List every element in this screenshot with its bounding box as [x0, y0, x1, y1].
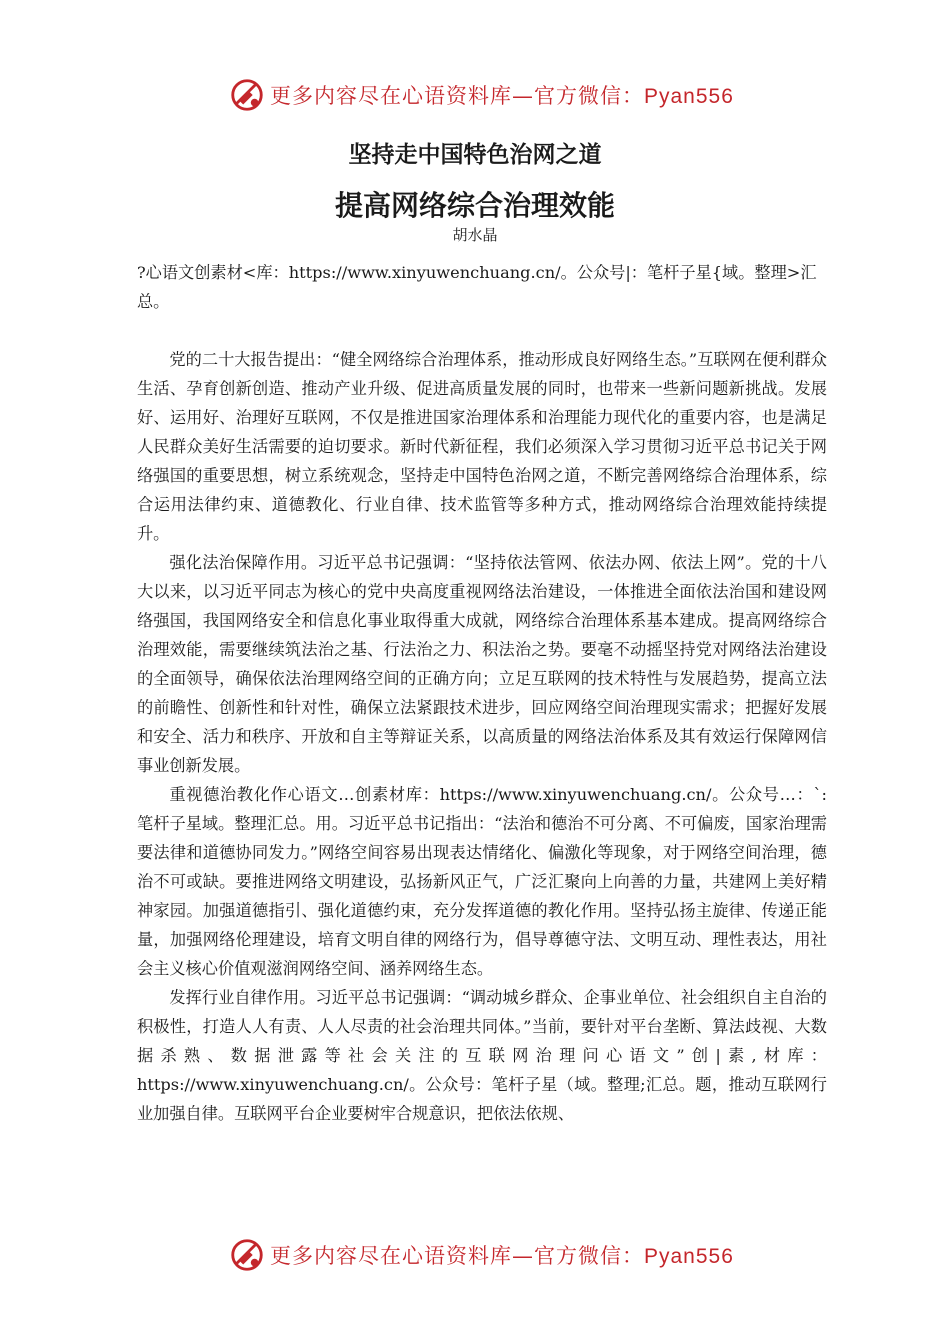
banner-text [270, 1240, 734, 1270]
banner-account: Pyan556 [644, 85, 734, 108]
paragraph-industry-self-discipline: 发挥行业自律作用。习近平总书记强调：“调动城乡群众、企事业单位、社会组织自主自治的积极性，打造人人有责、人人尽责的社会治理共同体。”当前，要针对平台垄断、算法歧视、大数据杀熟、数据泄露等社会关注的互联网治理问心语文”创|素,材库：https://www.xinyuwenchuang.cn/。公众号：笔杆子星（域。整理;汇总。题，推动互联网行业加强自律。互联网平台企业要树牢合规意识，把依法依规、 [137, 988, 827, 1123]
banner-separator: — [512, 84, 534, 108]
logo-icon [228, 1236, 266, 1274]
source-note: ?心语文创素材<库：https://www.xinyuwenchuang.cn/。公众号|：笔杆子星{域。整理>汇总。 [137, 263, 817, 311]
paragraph-intro: 党的二十大报告提出：“健全网络综合治理体系，推动形成良好网络生态。”互联网在便利群众生活、孕育创新创造、推动产业升级、促进高质量发展的同时，也带来一些新问题新挑战。发展好、运用好、治理好互联网，不仅是推进国家治理体系和治理能力现代化的重要内容，也是满足人民群众美好生活需要的迫切要求。新时代新征程，我们必须深入学习贯彻习近平总书记关于网络强国的重要思想，树立系统观念，坚持走中国特色治网之道，不断完善网络综合治理体系，综合运用法律约束、道德教化、行业自律、技术监管等多种方式，推动网络综合治理效能持续提升。 [137, 350, 827, 543]
header-banner [0, 72, 950, 116]
banner-slogan: 更多内容尽在心语资料库 [270, 84, 512, 108]
banner-wechat-label: 官方微信： [534, 84, 644, 108]
main-heading: 提高网络综合治理效能 [334, 189, 615, 222]
banner-slogan: 更多内容尽在心语资料库 [270, 1244, 512, 1268]
author-name: 胡水晶 [452, 226, 498, 244]
logo-icon [228, 76, 266, 114]
banner-wechat-label: 官方微信： [534, 1244, 644, 1268]
footer-banner [0, 1232, 950, 1276]
banner-account: Pyan556 [644, 1245, 734, 1268]
subtitle-heading: 坚持走中国特色治网之道 [348, 142, 602, 168]
article-body [137, 258, 827, 1128]
banner-separator: — [512, 1244, 534, 1268]
paragraph-moral-education: 重视德治教化作心语文…创素材库：https://www.xinyuwenchuang.cn/。公众号…：`:笔杆子星域。整理汇总。用。习近平总书记指出：“法治和德治不可分离、不可偏废，国家治理需要法律和道德协同发力。”网络空间容易出现表达情绪化、偏激化等现象，对于网络空间治理，德治不可或缺。要推进网络文明建设，弘扬新风正气，广泛汇聚向上向善的力量，共建网上美好精神家园。加强道德指引、强化道德约束，充分发挥道德的教化作用。坚持弘扬主旋律、传递正能量，加强网络伦理建设，培育文明自律的网络行为，倡导尊德守法、文明互动、理性表达，用社会主义核心价值观滋润网络空间、涵养网络生态。 [137, 785, 827, 978]
banner-text [270, 80, 734, 110]
paragraph-rule-of-law: 强化法治保障作用。习近平总书记强调：“坚持依法管网、依法办网、依法上网”。党的十八大以来，以习近平同志为核心的党中央高度重视网络法治建设，一体推进全面依法治国和建设网络强国，我国网络安全和信息化事业取得重大成就，网络综合治理体系基本建成。提高网络综合治理效能，需要继续筑法治之基、行法治之力、积法治之势。要毫不动摇坚持党对网络法治建设的全面领导，确保依法治理网络空间的正确方向；立足互联网的技术特性与发展趋势，提高立法的前瞻性、创新性和针对性，确保立法紧跟技术进步，回应网络空间治理现实需求；把握好发展和安全、活力和秩序、开放和自主等辩证关系，以高质量的网络法治体系及其有效运行保障网信事业创新发展。 [137, 553, 827, 775]
